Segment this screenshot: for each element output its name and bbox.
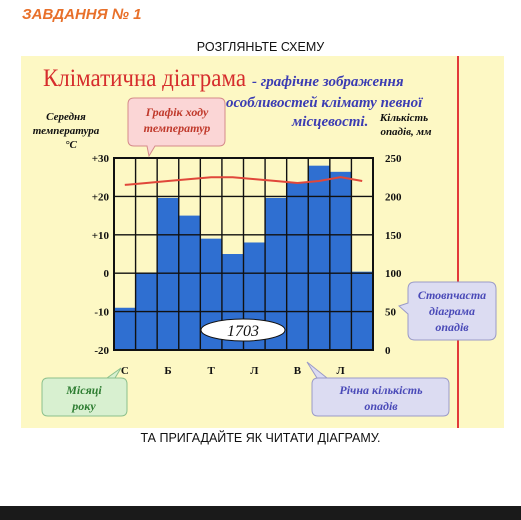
left-axis-label-line-2: температура	[32, 125, 100, 137]
annual-precipitation-value: 1703	[227, 323, 259, 340]
callout-annual-line-1: Річна кількість	[339, 383, 423, 397]
climate-diagram-panel	[21, 56, 504, 428]
precipitation-bar	[351, 272, 373, 350]
precipitation-bar	[157, 198, 179, 350]
callout-precipitation-line-1: Стовпчаста	[417, 288, 487, 302]
precipitation-bar	[114, 308, 136, 350]
instruction-bottom: ТА ПРИГАДАЙТЕ ЯК ЧИТАТИ ДІАГРАМУ.	[140, 431, 381, 445]
precipitation-bar	[179, 216, 201, 350]
definition-line-3: місцевості.	[292, 114, 369, 130]
precipitation-bar	[330, 172, 352, 350]
task-title: ЗАВДАННЯ № 1	[22, 6, 142, 23]
x-tick-label: Т	[207, 365, 215, 377]
right-axis-label-line-1: Кількість	[379, 112, 429, 124]
right-tick-label: 150	[385, 229, 402, 242]
right-tick-label: 100	[385, 268, 402, 281]
callout-precipitation-line-2: діаграма	[429, 304, 475, 318]
left-tick-label: 0	[103, 268, 109, 281]
right-tick-label: 50	[385, 306, 396, 319]
callout-months-line-1: Місяці	[66, 383, 102, 397]
callout-precipitation-line-3: опадів	[435, 320, 469, 334]
definition-line-1: - графічне зображення	[252, 74, 404, 90]
right-tick-label: 250	[385, 153, 402, 165]
climate-diagram-svg	[21, 56, 504, 428]
right-axis-label-line-2: опадів, мм	[380, 126, 432, 138]
diagram-heading: Кліматична діаграма	[43, 65, 246, 92]
callout-temperature-line-1: Графік ходу	[145, 105, 209, 119]
x-tick-label: С	[120, 365, 129, 377]
x-tick-label: Л	[336, 365, 345, 377]
left-tick-label: +10	[91, 229, 109, 242]
instruction-top: РОЗГЛЯНЬТЕ СХЕМУ	[196, 40, 325, 54]
left-tick-label: -10	[94, 306, 109, 319]
footer-bar	[0, 506, 521, 520]
left-tick-label: -20	[94, 345, 109, 357]
callout-temperature-line-2: температур	[143, 121, 211, 135]
precipitation-bar	[308, 166, 330, 350]
left-axis-label-line-1: Середня	[46, 111, 86, 123]
callout-precipitation-bars	[399, 282, 496, 340]
right-tick-label: 0	[385, 345, 391, 357]
right-tick-label: 200	[385, 191, 402, 204]
left-tick-label: +30	[91, 153, 109, 165]
callout-annual-line-2: опадів	[364, 399, 398, 413]
x-tick-label: В	[293, 365, 302, 377]
x-tick-label: Б	[164, 365, 172, 377]
left-tick-label: +20	[91, 191, 109, 204]
callout-months-line-2: року	[72, 399, 96, 413]
definition-line-2: особливостей клімату певної	[226, 95, 423, 111]
left-axis-label-line-3: °С	[65, 139, 77, 151]
precipitation-bar	[287, 183, 309, 350]
x-tick-label: Л	[250, 365, 259, 377]
